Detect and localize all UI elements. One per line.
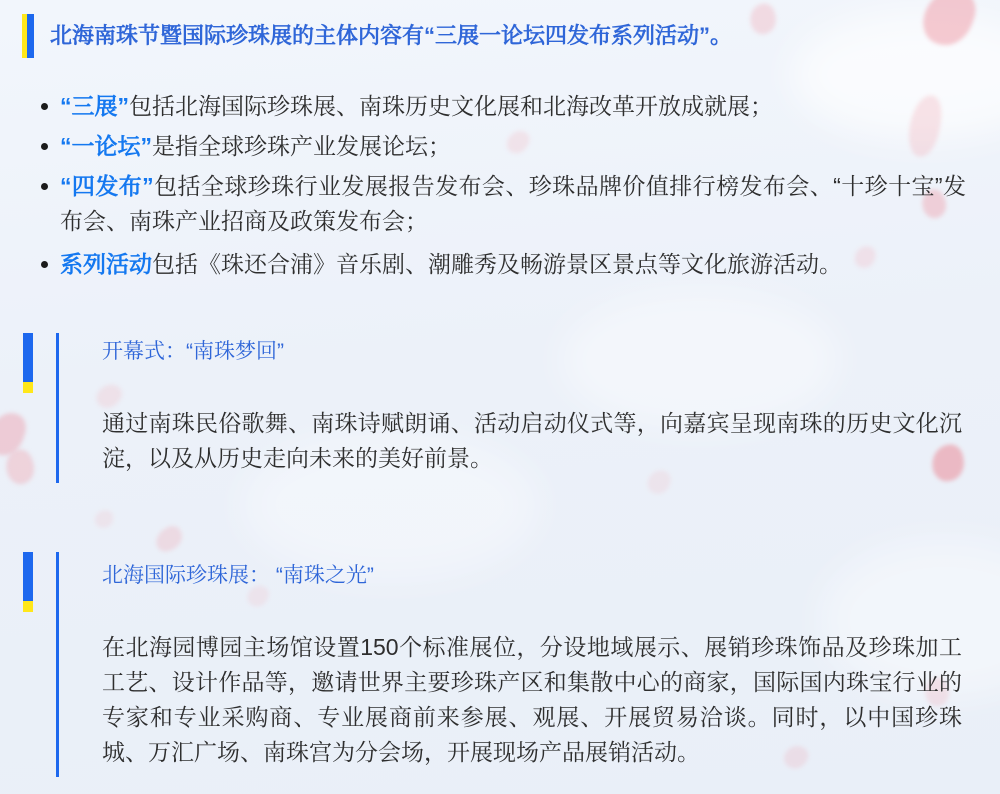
bullet-text: 是指全球珍珠产业发展论坛； (152, 133, 451, 159)
section-divider-line (56, 552, 59, 777)
bullet-text: 包括北海国际珍珠展、南珠历史文化展和北海改革开放成就展； (129, 93, 773, 119)
section-opening-ceremony (23, 333, 962, 483)
bullet-keyword: “四发布” (60, 173, 154, 199)
headline-row (22, 14, 962, 58)
section-body: 通过南珠民俗歌舞、南珠诗赋朗诵、活动启动仪式等，向嘉宾呈现南珠的历史文化沉淀，以及从历史走向未来的美好前景。 (102, 410, 962, 471)
headline-marker-blue (27, 14, 34, 58)
bullet-list (0, 89, 966, 282)
list-item (60, 89, 966, 124)
section-marker-group (23, 552, 82, 777)
bullet-dot-icon (41, 183, 48, 190)
bullet-dot-icon (41, 261, 48, 268)
list-item (60, 129, 966, 164)
section-pearl-exhibition (23, 552, 962, 777)
section-content (102, 333, 962, 483)
list-item (60, 169, 966, 239)
section-marker-bar (23, 333, 33, 393)
bullet-dot-icon (41, 143, 48, 150)
section-marker-group (23, 333, 82, 483)
bullet-keyword: “三展” (60, 93, 129, 119)
section-body: 在北海园博园主场馆设置150个标准展位，分设地域展示、展销珍珠饰品及珍珠加工工艺、设计作品等，邀请世界主要珍珠产区和集散中心的商家，国际国内珠宝行业的专家和专业采购商、专业展商前来参展、观展、开展贸易洽谈。同时，以中国珍珠城、万汇广场、南珠宫为分会场，开展现场产品展销活动。 (102, 634, 962, 765)
section-marker-yellow-tip (23, 601, 33, 612)
section-divider-line (56, 333, 59, 483)
section-title: 开幕式：“南珠梦回” (102, 340, 284, 363)
bullet-text: 包括《珠还合浦》音乐剧、潮雕秀及畅游景区景点等文化旅游活动。 (152, 251, 842, 277)
bullet-keyword: “一论坛” (60, 133, 152, 159)
bullet-text: 包括全球珍珠行业发展报告发布会、珍珠品牌价值排行榜发布会、“十珍十宝”发布会、南珠产业招商及政策发布会； (60, 173, 966, 234)
section-marker-yellow-tip (23, 382, 33, 393)
section-marker-bar (23, 552, 33, 612)
bullet-dot-icon (41, 103, 48, 110)
section-title: 北海国际珍珠展： “南珠之光” (102, 564, 374, 587)
headline-text: 北海南珠节暨国际珍珠展的主体内容有“三展一论坛四发布系列活动”。 (50, 23, 733, 48)
headline-marker-bar (22, 14, 34, 58)
section-content (102, 552, 962, 777)
list-item (60, 247, 966, 282)
bullet-keyword: 系列活动 (60, 251, 152, 277)
